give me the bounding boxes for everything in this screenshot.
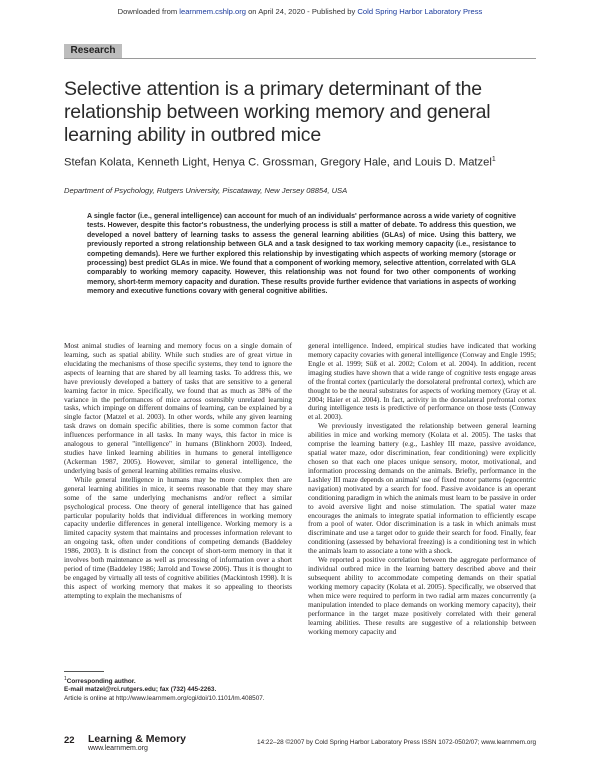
page-number: 22	[64, 735, 75, 746]
header-rule	[64, 58, 536, 59]
footnote-rule	[64, 671, 104, 672]
publisher-link[interactable]: Cold Spring Harbor Laboratory Press	[357, 7, 483, 16]
site-link[interactable]: learnmem.cshlp.org	[179, 7, 246, 16]
abstract: A single factor (i.e., general intelligence) can account for much of an individuals' performance across a wide variety of cognitive tests. However, despite this factor's robustness, the underlying process is still a matter of debate. To address this question, we developed a novel battery of learning tasks to assess the general learning abilities (GLAs) of mice. Using this battery, we previously reported a strong relationship between GLA and a task designed to tax working memory capacity (i.e., resistance to competing demands). Here we further explored this relationship by investigating which aspects of working memory (storage or processing) best predict GLAs in mice. We found that a component of working memory, selective attention, correlated with GLA comparably to working memory capacity. However, this relationship was not found for two other components of working memory, short-term memory capacity and duration. These results provide further evidence that variations in aspects of working memory and executive functions covary with general cognitive abilities.	[87, 213, 516, 296]
footnote-label: Corresponding author.	[66, 678, 136, 686]
body-column-right	[308, 342, 536, 636]
footnote	[64, 675, 296, 703]
copyright-info: 14:22–28 ©2007 by Cold Spring Harbor Laboratory Press ISSN 1072-0502/07; www.learnmem.org	[257, 739, 536, 746]
footnote-article-link[interactable]: Article is online at http://www.learnmem.org/cgi/doi/10.1101/lm.408507.	[64, 694, 265, 702]
download-prefix: Downloaded from	[117, 7, 180, 16]
footnote-mark: 1	[64, 676, 67, 682]
body-paragraph: Most animal studies of learning and memory focus on a single domain of learning, such as spatial ability. While such studies are of great virtue in elucidating the mechanisms of those specific systems, they tend to ignore the aspects of learning that are shared by all learning tasks. To address this, we have previously developed a battery of tasks that are sensitive to a general learning factor in mice. Specifically, we found that as much as 38% of the variance in the performances of mice across ostensibly unrelated learning tasks, which impinge on different domains of learning, can be explained by a single factor (Matzel et al. 2003). In other words, while any given learning task draws on domain specific abilities, there is some common factor that influences performance in all tasks. In many ways, this factor in mice is analogous to general "intelligence" in humans (Blinkhorn 2003). Indeed, studies have linked learning abilities in humans to general intelligence (Ackerman 1987, 2005). However, similar to general intelligence, the underlying basis of general learning abilities remains elusive.	[64, 342, 292, 475]
article-title: Selective attention is a primary determinant of the relationship between working memory and general learning ability in outbred mice	[64, 78, 491, 146]
author-footnote-mark: 1	[491, 156, 496, 163]
journal-url[interactable]: www.learnmem.org	[88, 745, 148, 752]
body-paragraph: We reported a positive correlation between the aggregate performance of individual outbred mice in the learning battery described above and their subsequent ability to accommodate competing demands on their spatial working memory capacity (Kolata et al. 2005). Specifically, we observed that when mice were required to perform in two radial arm mazes concurrently (a manipulation intended to place demands on working memory capacity), their performance in the target maze positively correlated with their general learning abilities. These results are suggestive of a relationship between working memory capacity and	[308, 556, 536, 636]
body-column-left	[64, 342, 292, 601]
download-middle: on April 24, 2020 - Published by	[245, 7, 358, 16]
footnote-email: E-mail matzel@rci.rutgers.edu; fax (732) 445-2263.	[64, 686, 217, 694]
affiliation: Department of Psychology, Rutgers University, Piscataway, New Jersey 08854, USA	[64, 186, 348, 195]
body-paragraph: While general intelligence in humans may be more complex then are general learning abilities in mice, it seems reasonable that they may share some of the same underlying mechanisms and/or reflect a similar psychological process. One theory of general intelligence that has gained particular popularity holds that individual differences in working memory capacity underlie differences in general intelligence. Working memory is a limited capacity system that maintains and processes information relevant to an ongoing task, often under conditions of competing demands (Baddeley 1986, 2003). It is distinct from the concept of short-term memory in that it involves both maintenance as well as processing of information over a short period of time (Baddeley 1986; Jarrold and Towse 2006). Thus it is thought to be engaged by virtually all tests of cognitive abilities (Mackintosh 1998). It is this aspect of working memory that makes it so appealing to theorists attempting to explain the mechanisms of	[64, 475, 292, 600]
body-paragraph: We previously investigated the relationship between general learning abilities in mice and working memory (Kolata et al. 2005). The tasks that comprise the learning battery (e.g., Lashley III maze, passive avoidance, spatial water maze, odor discrimination, fear conditioning) were explicitly chosen so that each one places unique sensory, motor, motivational, and information processing demands on the animals. Briefly, performance in the Lashley III maze depends on animals' use of fixed motor patterns (egocentric navigation) motivated by a search for food. Passive avoidance is an operant conditioning paradigm in which the animals must learn to be passive in order to avoid aversive light and noise stimulation. The spatial water maze encourages the animals to integrate spatial information to efficiently escape from a pool of water. Odor discrimination is a task in which animals must discriminate and use a target odor to guide their search for food. Finally, fear conditioning (assessed by behavioral freezing) is a conditioning test in which the animals learn to associate a tone with a shock.	[308, 422, 536, 556]
section-label: Research	[64, 44, 122, 58]
download-notice	[0, 7, 600, 16]
body-paragraph: general intelligence. Indeed, empirical studies have indicated that working memory capacity covaries with general intelligence (Conway and Engle 1995; Engle et al. 1999; Süß et al. 2002; Colom et al. 2004). In addition, recent imaging studies have shown that a wide range of cognitive tests engage areas of the frontal cortex (particularly the dorsolateral prefrontal cortex), which are thought to be the neural substrates for aspects of working memory (Gray et al. 2004; Haier et al. 2004). In fact, activity in the dorsolateral prefrontal cortex during intelligence tests is predictive of performance on those tests (Conway et al. 2003).	[308, 342, 536, 422]
journal-name: Learning & Memory	[88, 733, 187, 745]
author-list	[64, 152, 534, 171]
author-names: Stefan Kolata, Kenneth Light, Henya C. Grossman, Gregory Hale, and Louis D. Matzel	[64, 156, 492, 169]
